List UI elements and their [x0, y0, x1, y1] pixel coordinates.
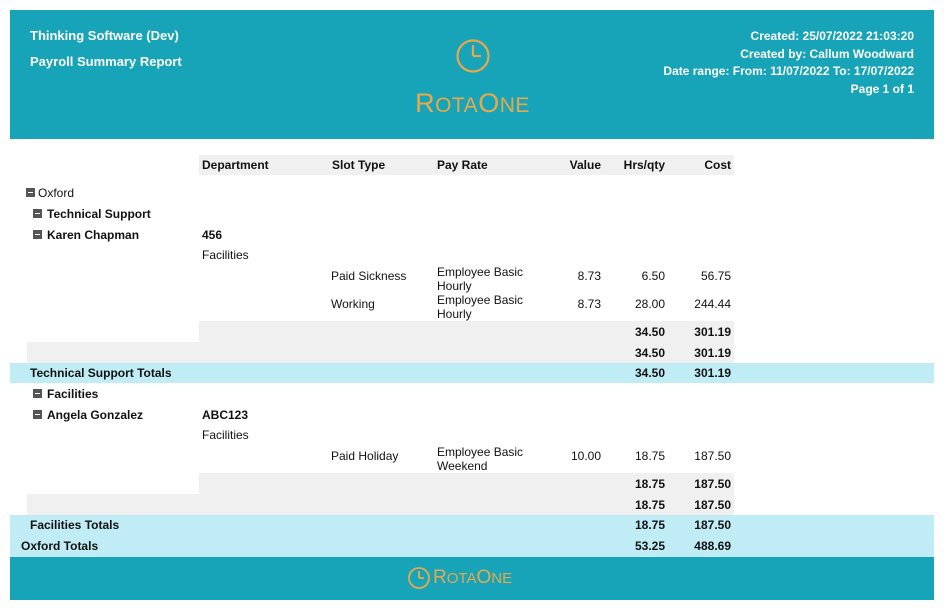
clock-icon: [407, 566, 431, 590]
employee-total-cost: 301.19: [694, 325, 731, 339]
employee-code: 456: [202, 228, 223, 242]
dept-totals-hrs: 34.50: [634, 366, 665, 380]
dept-totals-hrs: 18.75: [634, 518, 665, 532]
col-slot-type: Slot Type: [332, 158, 386, 172]
clock-icon: [455, 38, 491, 74]
slot-type: Paid Holiday: [331, 449, 399, 463]
report-meta: [663, 28, 914, 98]
report-header: [10, 10, 934, 139]
site-totals-cost: 488.69: [694, 539, 731, 553]
date-range: Date range: From: 11/07/2022 To: 17/07/2022: [663, 64, 914, 78]
rotaone-logo: [410, 38, 535, 123]
value: 8.73: [577, 269, 601, 283]
dept-totals-cost: 187.50: [694, 518, 731, 532]
col-cost: Cost: [704, 158, 731, 172]
dept-totals-label: Facilities Totals: [30, 518, 120, 532]
employee-name-karen-chapman: Karen Chapman: [47, 228, 140, 242]
dept-subtotal-cost: 187.50: [694, 498, 731, 512]
site-totals-band: [10, 536, 934, 557]
footer-logo-wordmark: ROTAONE: [433, 567, 513, 588]
slot-type: Paid Sickness: [331, 269, 407, 283]
pay-rate: Employee Basic Hourly: [437, 265, 524, 293]
dept-totals-band: [10, 515, 934, 536]
cost: 56.75: [700, 269, 731, 283]
dept-subtotal-hrs: 18.75: [634, 498, 665, 512]
collapse-toggle-facilities[interactable]: [33, 389, 42, 398]
hrs-qty: 18.75: [634, 449, 665, 463]
footer-logo: [407, 565, 537, 591]
site-totals-label: Oxford Totals: [21, 539, 99, 553]
dept-subtotal-cost: 301.19: [694, 346, 731, 360]
employee-department: Facilities: [202, 428, 249, 442]
collapse-toggle-karen-chapman[interactable]: [33, 230, 42, 239]
collapse-toggle-technical-support[interactable]: [33, 209, 42, 218]
col-department: Department: [202, 158, 269, 172]
cost: 244.44: [694, 297, 731, 311]
employee-code: ABC123: [202, 408, 249, 422]
page-number: Page 1 of 1: [850, 81, 914, 96]
employee-total-hrs: 34.50: [634, 325, 665, 339]
dept-totals-label: Technical Support Totals: [30, 366, 172, 380]
slot-type: Working: [331, 297, 375, 311]
dept-name-facilities: Facilities: [47, 387, 99, 401]
pay-rate: Employee Basic Hourly: [437, 293, 524, 321]
col-hrs-qty: Hrs/qty: [623, 158, 665, 172]
cost: 187.50: [694, 449, 731, 463]
site-name: Oxford: [38, 186, 75, 200]
report-title: Payroll Summary Report: [30, 54, 182, 69]
pay-rate: Employee Basic Weekend: [437, 445, 524, 473]
report-footer: [10, 557, 934, 600]
employee-total-hrs: 18.75: [634, 477, 665, 491]
employee-department: Facilities: [202, 248, 249, 262]
site-totals-hrs: 53.25: [634, 539, 665, 553]
hrs-qty: 6.50: [641, 269, 665, 283]
employee-name-angela-gonzalez: Angela Gonzalez: [47, 408, 144, 422]
collapse-toggle-angela-gonzalez[interactable]: [33, 410, 42, 419]
col-pay-rate: Pay Rate: [437, 158, 488, 172]
created-by: Created by: Callum Woodward: [740, 46, 914, 61]
company-name: Thinking Software (Dev): [30, 28, 179, 43]
dept-subtotal-hrs: 34.50: [634, 346, 665, 360]
collapse-toggle-oxford[interactable]: [26, 188, 35, 197]
employee-total-cost: 187.50: [694, 477, 731, 491]
hrs-qty: 28.00: [634, 297, 665, 311]
dept-name-technical-support: Technical Support: [47, 207, 151, 221]
logo-wordmark: ROTAONE: [415, 88, 530, 118]
value: 10.00: [570, 449, 601, 463]
col-value: Value: [569, 158, 601, 172]
dept-totals-cost: 301.19: [694, 366, 731, 380]
created-date: Created: 25/07/2022 21:03:20: [750, 29, 914, 43]
value: 8.73: [577, 297, 601, 311]
